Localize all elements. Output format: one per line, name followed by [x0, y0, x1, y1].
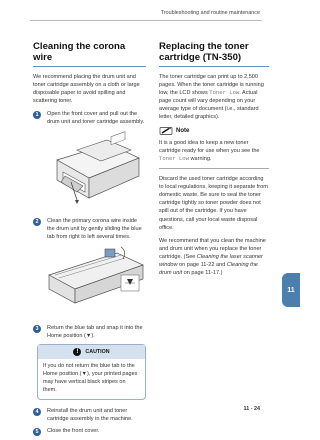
header-rule	[30, 20, 262, 21]
step-number-5: 5	[33, 428, 41, 436]
corona-intro: We recommend placing the drum unit and toner cartridge assembly on a cloth or large disposable paper to avoid spilling and scattering toner.	[33, 74, 140, 105]
step-3	[33, 324, 146, 340]
step-text-4: Reinstall the drum unit and toner cartridge assembly in the machine.	[47, 408, 133, 423]
machine-illustration	[47, 130, 145, 206]
running-header: Troubleshooting and routine maintenance	[160, 10, 260, 16]
note-header	[159, 126, 269, 136]
lcd-message-toner-low: Toner Low	[209, 89, 240, 97]
step-text-5: Close the front cover.	[47, 428, 100, 435]
disposal-paragraph: Discard the used toner cartridge according to local regulations, keeping it separate from domestic waste. Be sure to seal the toner cartridge tightly so toner powder does not spill out of the cartridge. If you have questions, call your local waste disposal office.	[159, 176, 268, 231]
step-text-3: Return the blue tab and snap it into the Home position (▼).	[47, 325, 143, 340]
note-box	[159, 126, 269, 169]
step-5	[33, 427, 146, 436]
caution-header	[38, 345, 145, 359]
step-number-4: 4	[33, 408, 41, 416]
section-heading-corona: Cleaning the corona wire	[33, 41, 146, 67]
cleaning-recommendation: We recommend that you clean the machine and drum unit when you replace the toner cartridge. (See Cleaning the laser scanner window on page 11-22 and Cleaning the drum unit on page 11-17.)	[159, 237, 266, 276]
toner-life-paragraph: The toner cartridge can print up to 2,500 pages. When the toner cartridge is running low, the LCD shows Toner Low. Actual page count will vary depending on your average type of document (i.e., standard letter, detailed graphics).	[159, 74, 264, 121]
step-text-1: Open the front cover and pull out the drum unit and toner cartridge assembly.	[47, 111, 145, 126]
note-lcd-message: Toner Low	[159, 155, 189, 163]
caution-box	[37, 344, 146, 400]
step-1	[33, 110, 146, 126]
link-cleaning-drum-unit[interactable]: Cleaning the drum unit	[159, 261, 258, 276]
caution-title: CAUTION	[85, 349, 110, 356]
caution-body: If you do not return the blue tab to the Home position (▼), your printed pages may have vertical black stripes on them.	[43, 363, 138, 394]
step-2	[33, 217, 146, 241]
note-label: Note	[176, 128, 190, 135]
step-number-2: 2	[33, 218, 41, 226]
page-number: 11 - 24	[243, 406, 260, 412]
note-pencil-icon	[159, 126, 173, 136]
right-column	[159, 41, 269, 282]
drum-unit-illustration	[47, 245, 145, 313]
link-cleaning-laser-window[interactable]: Cleaning the laser scanner window	[159, 253, 263, 268]
step-number-1: 1	[33, 111, 41, 119]
step-text-2: Clean the primary corona wire inside the drum unit by gently sliding the blue tab from right to left several times.	[47, 218, 142, 241]
left-column	[33, 41, 146, 440]
section-heading-toner: Replacing the toner cartridge (TN-350)	[159, 41, 269, 67]
chapter-tab: 11	[282, 273, 300, 307]
exclamation-icon: !	[73, 348, 81, 356]
step-number-3: 3	[33, 325, 41, 333]
step-4	[33, 407, 146, 423]
note-body: It is a good idea to keep a new toner cartridge ready for use when you see the Toner Low warning.	[159, 140, 260, 163]
